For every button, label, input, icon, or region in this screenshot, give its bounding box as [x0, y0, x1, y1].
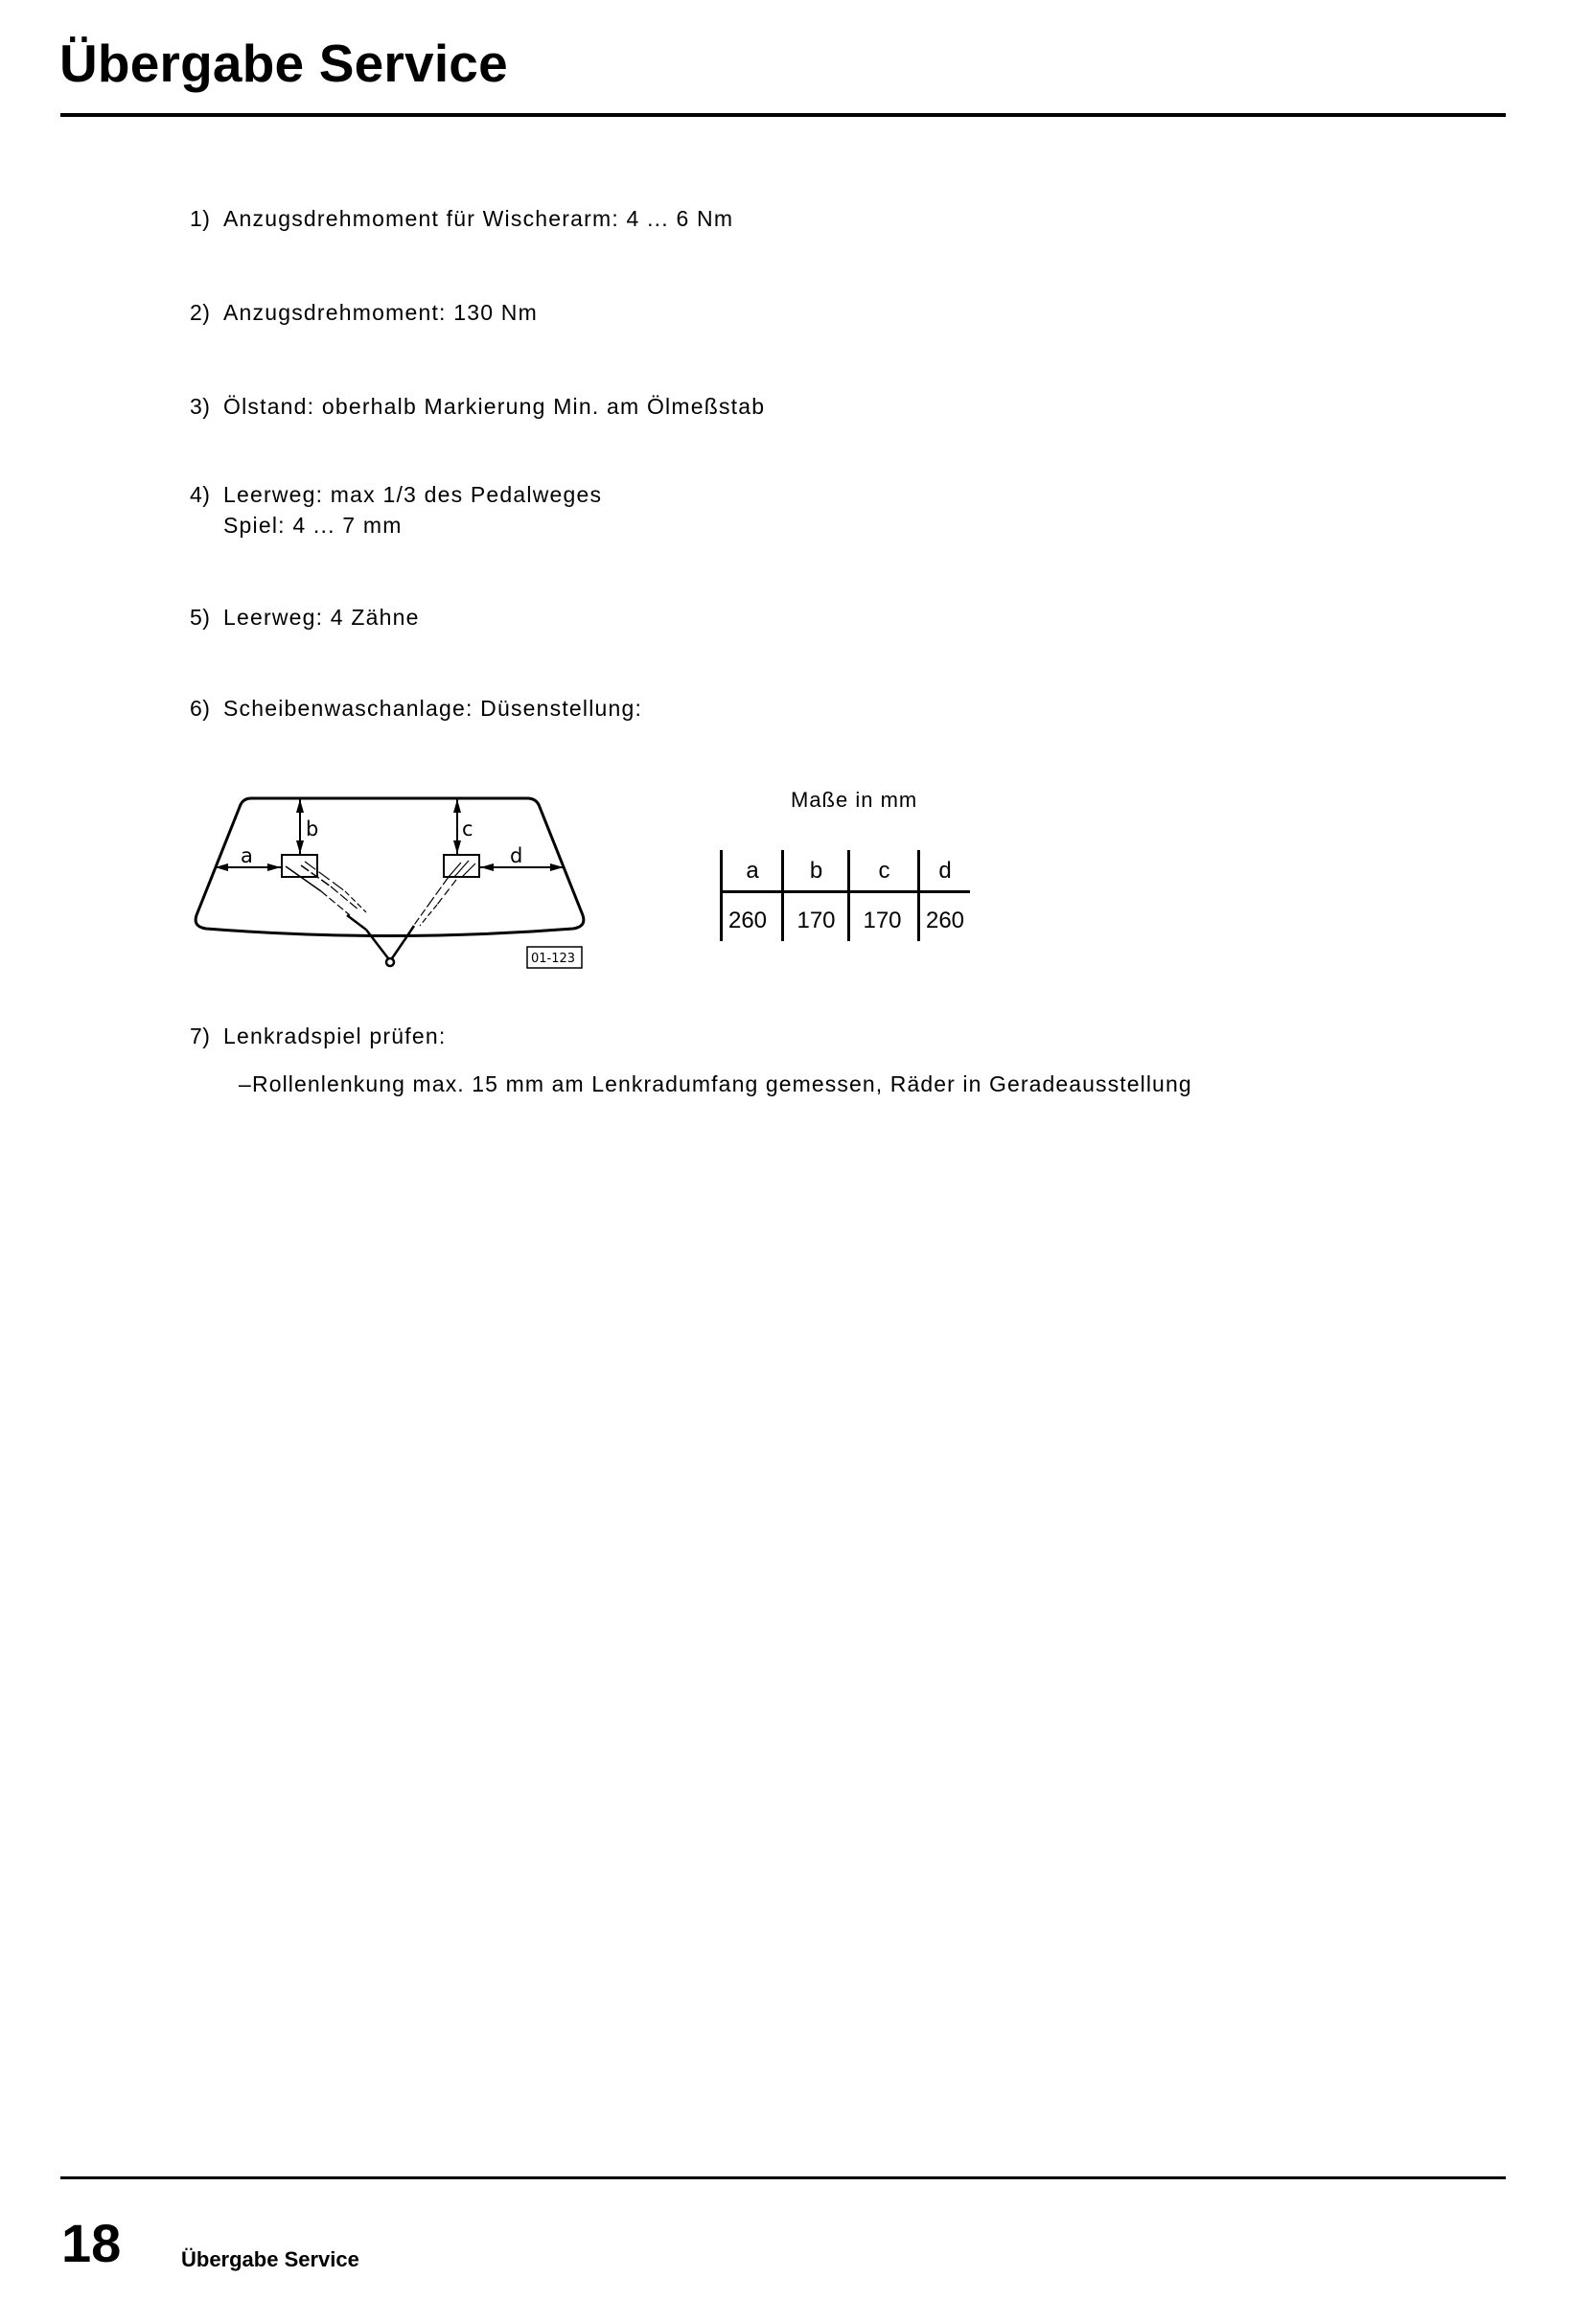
table-header-cell: a	[746, 858, 759, 884]
figure-id: 01-123	[531, 952, 576, 966]
page-number: 18	[61, 2213, 122, 2273]
diagram-label-d: d	[510, 844, 523, 867]
sub-item-text: Rollenlenkung max. 15 mm am Lenkradumfang gemessen, Räder in Geradeausstellung	[252, 1071, 1192, 1096]
item-number: 4)	[190, 482, 211, 507]
dimension-b-arrow	[296, 799, 304, 854]
item-text: Leerweg: max 1/3 des Pedalweges	[223, 482, 603, 507]
item-text: Leerweg: 4 Zähne	[223, 605, 420, 630]
item-number: 1)	[190, 206, 211, 231]
item-text: Anzugsdrehmoment für Wischerarm: 4 ... 6 Nm	[223, 206, 734, 231]
table-value-cell: 260	[925, 908, 965, 933]
item-number: 2)	[190, 300, 211, 325]
table-header-cell: d	[938, 858, 952, 884]
windshield-nozzle-diagram	[0, 0, 1593, 1054]
item-number: 3)	[190, 394, 211, 419]
footer-section-title: Übergabe Service	[181, 2247, 359, 2271]
table-value-cell: 170	[796, 908, 836, 933]
footer-rule	[60, 2176, 1506, 2179]
washer-nozzle	[386, 958, 394, 966]
item-text: Ölstand: oberhalb Markierung Min. am Ölmeßstab	[223, 394, 766, 419]
dash-marker: –	[239, 1071, 251, 1096]
item-number: 6)	[190, 696, 211, 721]
table-header-cell: c	[878, 858, 890, 884]
item-text: Anzugsdrehmoment: 130 Nm	[223, 300, 538, 325]
page-title: Übergabe Service	[59, 34, 508, 93]
diagram-label-a: a	[241, 844, 253, 867]
table-caption: Maße in mm	[791, 788, 918, 812]
item-text: Scheibenwaschanlage: Düsenstellung:	[223, 696, 643, 721]
item-number: 5)	[190, 605, 211, 630]
diagram-label-c: c	[462, 817, 473, 840]
item-number: 7)	[190, 1024, 211, 1048]
right-spray-jet	[392, 861, 475, 958]
table-value-cell: 170	[863, 908, 902, 933]
right-target-box	[444, 855, 479, 877]
dimension-c-arrow	[453, 799, 461, 854]
diagram-label-b: b	[306, 817, 319, 840]
item-text: Lenkradspiel prüfen:	[223, 1024, 447, 1048]
table-header-rule	[721, 890, 970, 893]
table-header-cell: b	[809, 858, 823, 884]
item-text-continued: Spiel: 4 ... 7 mm	[223, 513, 403, 538]
table-value-cell: 260	[727, 908, 768, 933]
